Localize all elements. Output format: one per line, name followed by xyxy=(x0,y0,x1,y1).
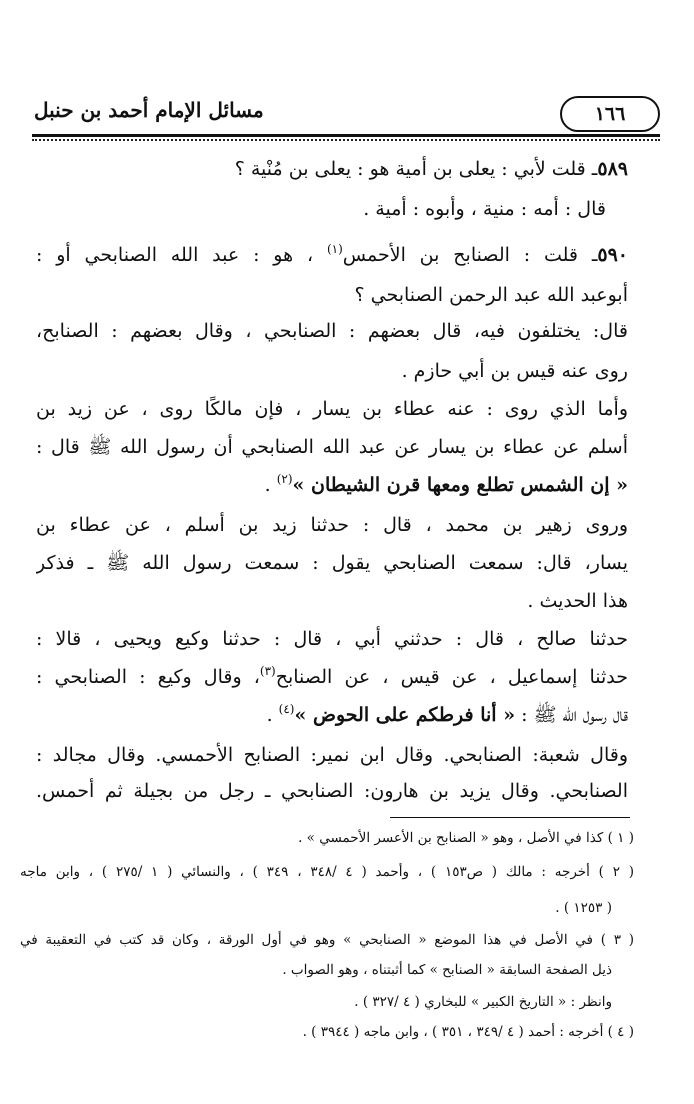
paragraph-line: الصنابحي. وقال يزيد بن هارون: الصنابحي ـ رجل من بجيلة ثم أحمس. xyxy=(36,780,628,802)
paragraph-line: روى عنه قيس بن أبي حازم . xyxy=(401,360,628,382)
footnote-2: ( ٢ ) أخرجه : مالك ( ص١٥٣ ) ، وأحمد ( ٤ /٣٤٨ ، ٣٤٩ ) ، والنسائي ( ١ /٢٧٥ ) ، وابن ماجه xyxy=(20,864,634,880)
paragraph-line: قال رسول الله ﷺ : « أنا فرطكم على الحوض »$^{(٤)}$ . xyxy=(266,702,628,726)
paragraph-line: وأما الذي روى : عنه عطاء بن يسار ، فإن مالكًا روى ، عن زيد بن xyxy=(36,398,628,420)
paragraph-line: وقال شعبة: الصنابحي. وقال ابن نمير: الصنابح الأحمسي. وقال مجالد : xyxy=(36,744,628,766)
hadith-quote: « أنا فرطكم على الحوض » xyxy=(294,704,516,726)
paragraph-line: حدثنا صالح ، قال : حدثني أبي ، قال : حدثنا وكيع ويحيى ، قالا : xyxy=(36,628,628,650)
footnote-1: ( ١ ) كذا في الأصل ، وهو « الصنابح بن الأعسر الأحمسي » . xyxy=(298,830,634,846)
paragraph-line: هذا الحديث . xyxy=(527,590,628,612)
footnote-3-see-also: وانظر : « التاريخ الكبير » للبخاري ( ٤ /٣٢٧ ) . xyxy=(354,994,612,1010)
paragraph-line: أبوعبد الله عبد الرحمن الصنابحي ؟ xyxy=(354,284,628,306)
question-number: ٥٨٩ xyxy=(597,158,628,180)
running-title: مسائل الإمام أحمد بن حنبل xyxy=(34,98,264,122)
footnote-ref: (٢) xyxy=(276,472,293,486)
question-number: ٥٩٠ xyxy=(597,244,628,266)
paragraph-line: وروى زهير بن محمد ، قال : حدثنا زيد بن أسلم ، عن عطاء بن xyxy=(36,514,628,536)
hadith-quote: « إن الشمس تطلع ومعها قرن الشيطان » xyxy=(292,474,628,496)
main-text xyxy=(36,0,628,820)
footnote-ref: (١) xyxy=(326,242,343,256)
footnote-2-cont: ( ١٢٥٣ ) . xyxy=(555,900,612,916)
footnote-3-cont: ذيل الصفحة السابقة « الصنابح » كما أثبتناه ، وهو الصواب . xyxy=(282,962,612,978)
paragraph-line: قال: يختلفون فيه، قال بعضهم : الصنابحي ، وقال بعضهم : الصنابح، xyxy=(36,320,628,342)
question-590-line-1: ٥٩٠ـ قلت : الصنابح بن الأحمس$^{(١)}$ ، هو : عبد الله الصنابحي أو : xyxy=(36,242,628,266)
footnote-3: ( ٣ ) في الأصل في هذا الموضع « الصنابحي » وهو في أول الورقة ، وكان قد كتب في التعقيبة في xyxy=(20,932,634,948)
page-number: ١٦٦ xyxy=(594,103,626,125)
paragraph-line: « إن الشمس تطلع ومعها قرن الشيطان »$^{(٢)}$ . xyxy=(264,472,628,496)
footnote-separator xyxy=(390,817,630,818)
footnote-ref: (٣) xyxy=(259,664,276,678)
question-589-line-2: قال : أمه : منية ، وأبوه : أمية . xyxy=(363,198,606,220)
paragraph-line: يسار، قال: سمعت الصنابحي يقول : سمعت رسول الله ﷺ ـ فذكر xyxy=(36,552,628,574)
footnote-4: ( ٤ ) أخرجه : أحمد ( ٤ /٣٤٩ ، ٣٥١ ) ، وابن ماجه ( ٣٩٤٤ ) . xyxy=(302,1024,634,1040)
paragraph-line: أسلم عن عطاء بن يسار عن عبد الله الصنابحي أن رسول الله ﷺ قال : xyxy=(36,436,628,458)
paragraph-line: حدثنا إسماعيل ، عن قيس ، عن الصنابح$^{(٣)}$، وقال وكيع : الصنابحي : xyxy=(36,664,628,688)
footnote-ref: (٤) xyxy=(278,702,295,716)
question-589-line-1: ٥٨٩ـ قلت لأبي : يعلى بن أمية هو : يعلى بن مُنْية ؟ xyxy=(234,158,628,180)
